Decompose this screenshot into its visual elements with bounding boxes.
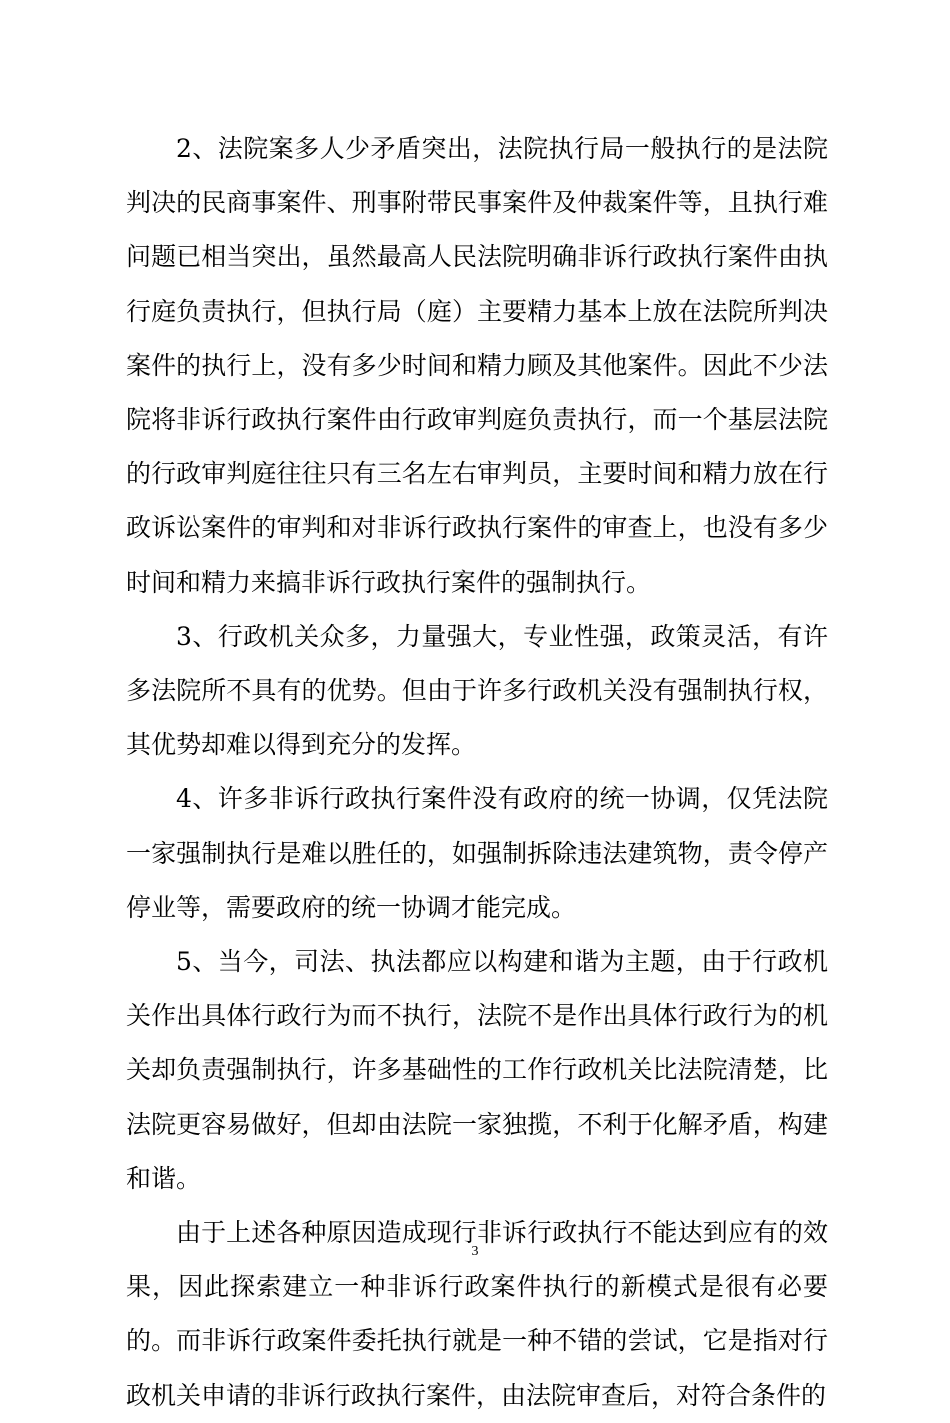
paragraph-harmony: 5、当今，司法、执法都应以构建和谐为主题，由于行政机关作出具体行政行为而不执行，法院不是作出具体行政行为的机关却负责强制执行，许多基础性的工作行政机关比法院清楚，比法院更容易做好，但却由法院一家独揽，不利于化解矛盾，构建和谐。 [126,947,828,1193]
paragraph-administrative-strength: 3、行政机关众多，力量强大，专业性强，政策灵活，有许多法院所不具有的优势。但由于许多行政机关没有强制执行权，其优势却难以得到充分的发挥。 [126,621,828,760]
body-text [126,122,828,1423]
paragraph-government-coordination: 4、许多非诉行政执行案件没有政府的统一协调，仅凭法院一家强制执行是难以胜任的，如强制拆除违法建筑物，责令停产停业等，需要政府的统一协调才能完成。 [126,784,828,922]
paragraph-conclusion: 由于上述各种原因造成现行非诉行政执行不能达到应有的效果，因此探索建立一种非诉行政案件执行的新模式是很有必要的。而非诉行政案件委托执行就是一种不错的尝试，它是指对行政机关申请的非诉行政执行案件，由法院审查后，对符合条件的 [126,1218,828,1410]
paragraph-court-workload: 2、法院案多人少矛盾突出，法院执行局一般执行的是法院判决的民商事案件、刑事附带民事案件及仲裁案件等，且执行难问题已相当突出，虽然最高人民法院明确非诉行政执行案件由执行庭负责执行，但执行局（庭）主要精力基本上放在法院所判决案件的执行上，没有多少时间和精力顾及其他案件。因此不少法院将非诉行政执行案件由行政审判庭负责执行，而一个基层法院的行政审判庭往往只有三名左右审判员，主要时间和精力放在行政诉讼案件的审判和对非诉行政执行案件的审查上，也没有多少时间和精力来搞非诉行政执行案件的强制执行。 [126,134,828,597]
page-number: 3 [471,1244,479,1259]
